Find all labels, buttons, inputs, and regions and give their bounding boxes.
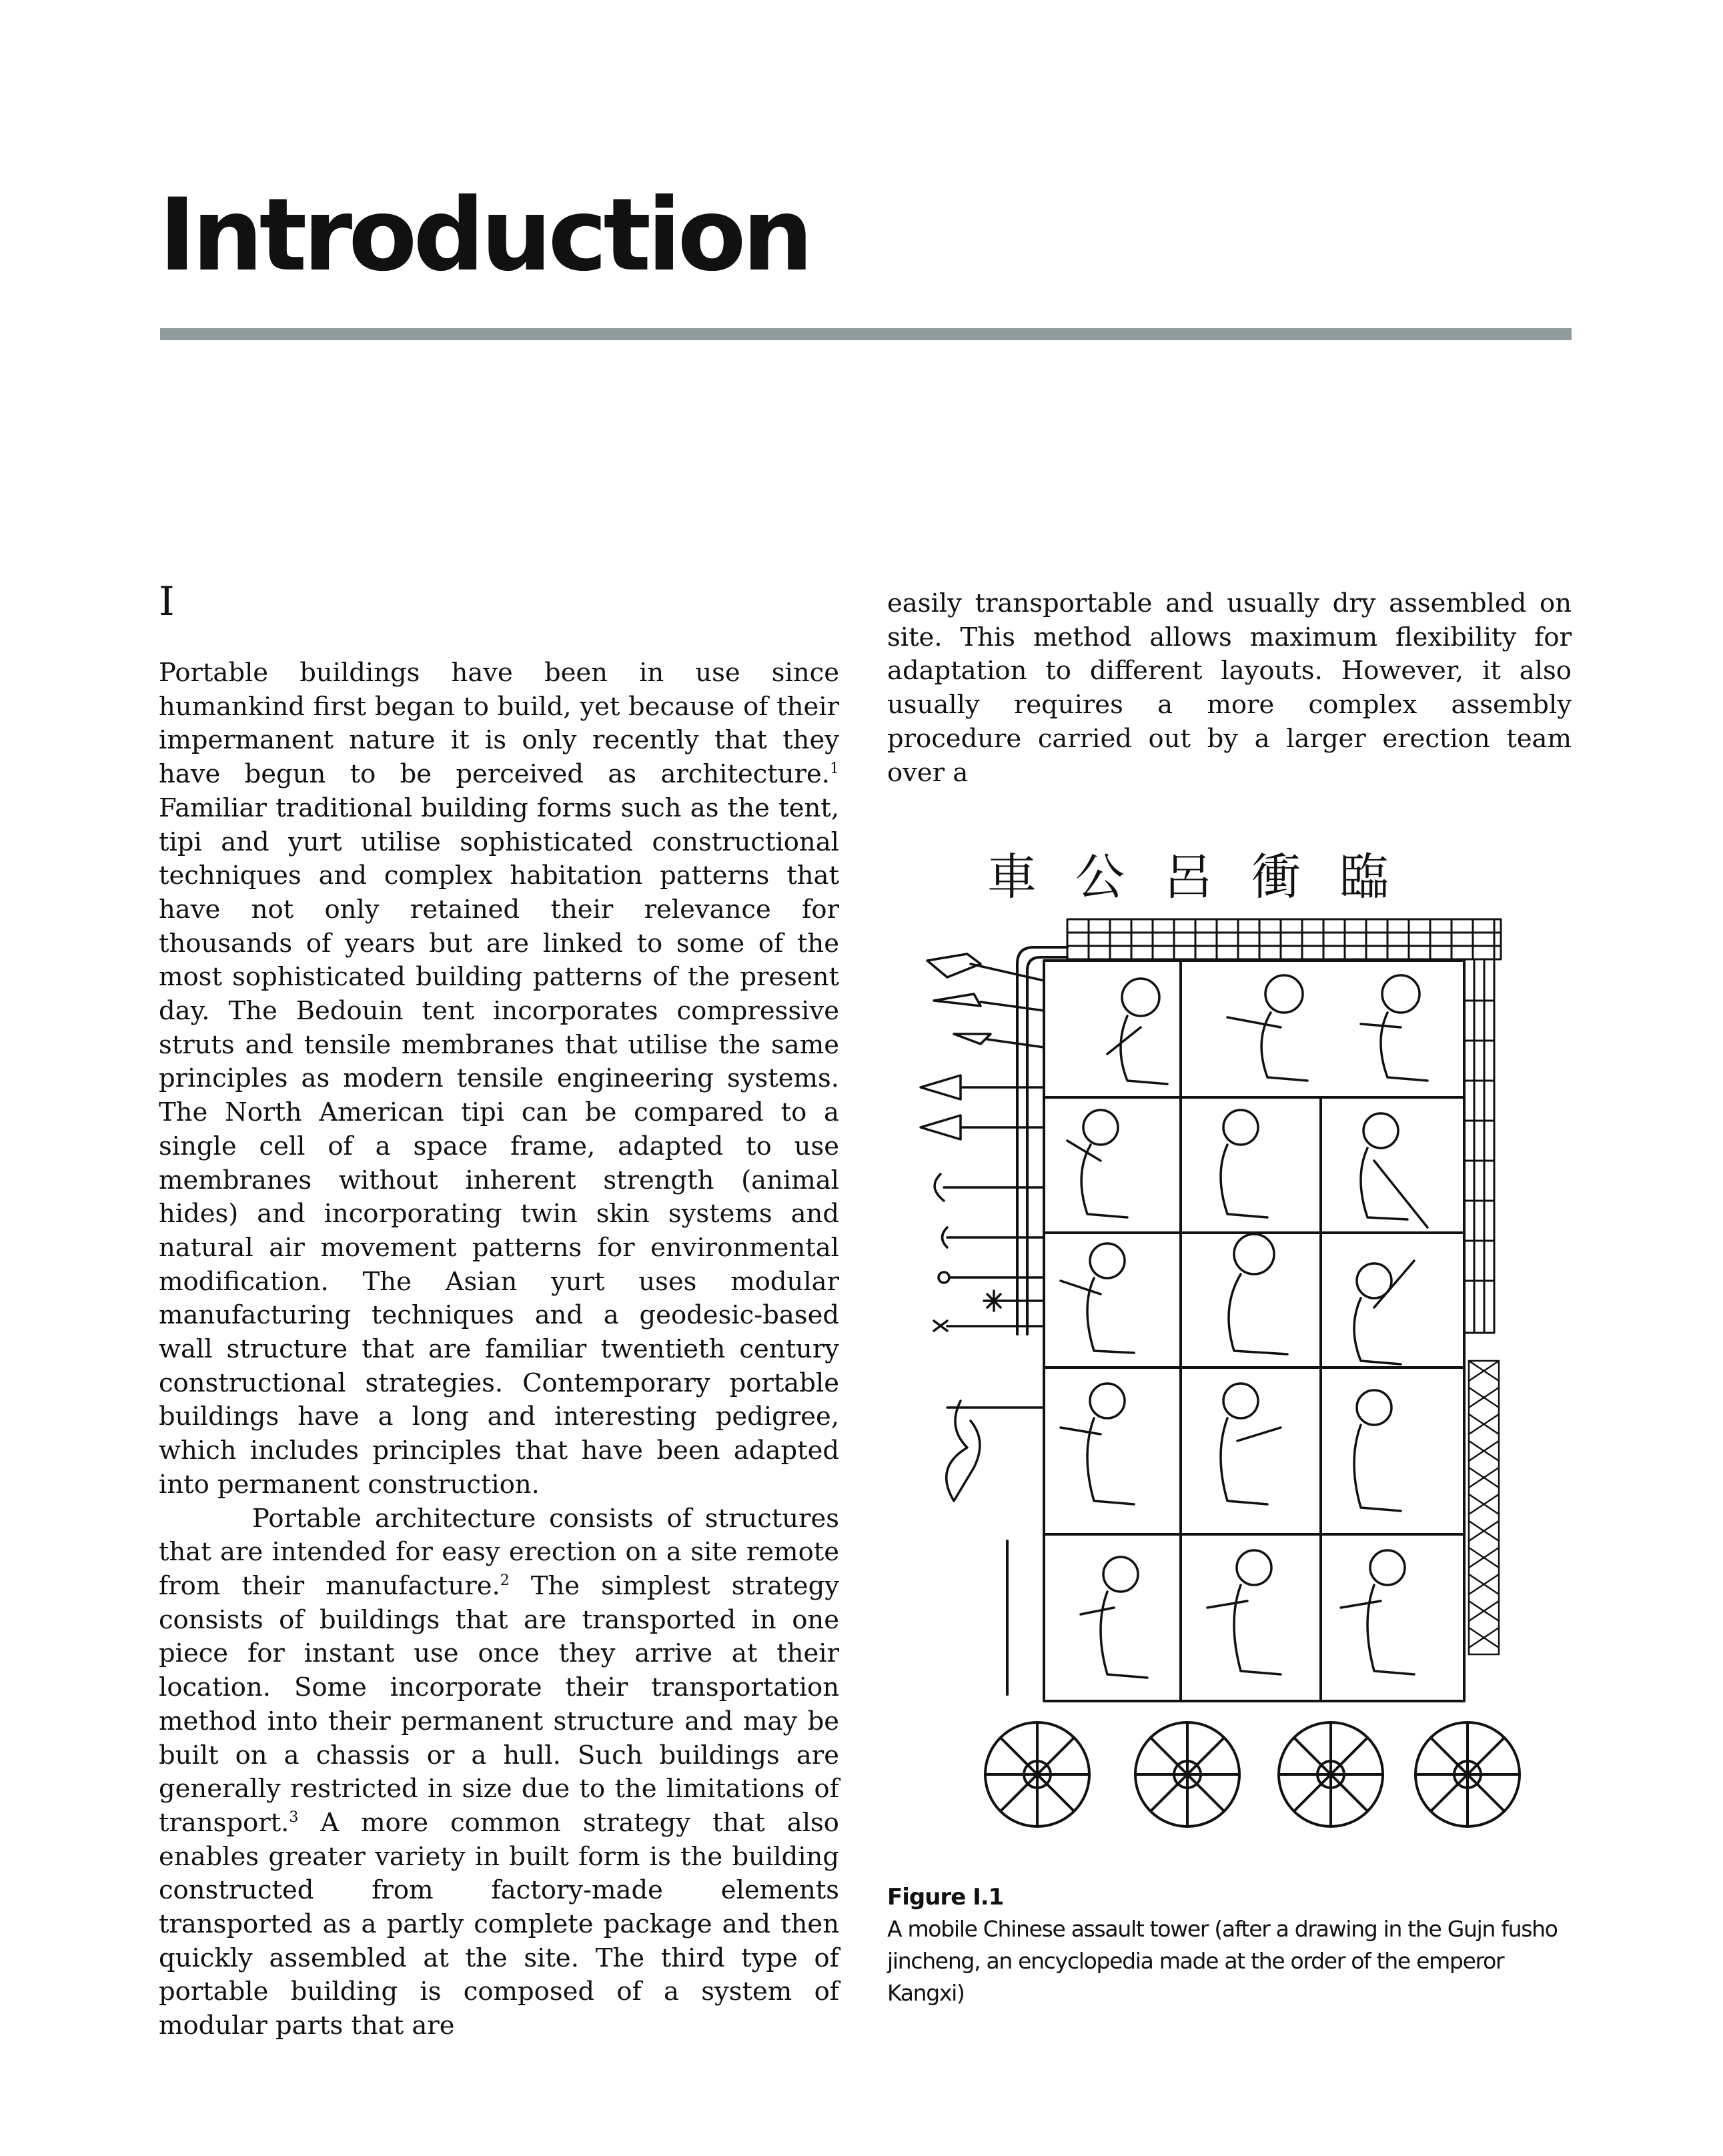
crosshatch-panel [1469,1361,1499,1654]
paragraph-2-part-a: Portable architecture consists of structures that are intended for easy erection on a site remote from their manufacture. [159,1503,839,1601]
paragraph-2-part-b: The simplest strategy consists of buildings that are transported in one piece for instant use once they arrive at their location. Some incorporate their transportation method into their permanent structure and may be built on a chassis or a hull. Such buildings are generally restricted in size due to the limitations of transport. [159,1570,839,1838]
footnote-ref-3[interactable]: 3 [289,1809,299,1826]
weapons [921,954,1044,1501]
side-lattice [1464,959,1494,1333]
figure-label: Figure I.1 [887,1884,1004,1911]
footnote-ref-1[interactable]: 1 [830,760,839,778]
paragraph-1-part-b: Familiar traditional building forms such as the tent, tipi and yurt utilise sophisticated constructional techniques and complex habitation patterns that have not only retained their relevance for thousands of years but are linked to some of the most sophisticated building patterns of the present day. The Bedouin tent incorporates compressive struts and tensile membranes that utilise the same principles as modern tensile engineering systems. The North American tipi can be compared to a single cell of a space frame, adapted to use membranes without inherent strength (animal hides) and incorporating twin skin systems and natural air movement patterns for environmental modification. The Asian yurt uses modular manufacturing techniques and a geodesic-based wall structure that are familiar twentieth century constructional strategies. Contemporary portable buildings have a long and interesting pedigree, which includes principles that have been adapted into permanent construction. [159,792,839,1500]
title-rule [160,328,1572,340]
section-mark: I [159,578,175,625]
paragraph-2 [159,1502,839,2043]
soldier-figures [1061,975,1427,1678]
tower-frame [1007,947,1464,1701]
paragraph-1 [159,656,839,1502]
paragraph-2-part-c: A more common strategy that also enables greater variety in built form is the building constructed from factory-made elements transported as a partly complete package and then quickly assembled at the site. The third type of portable building is composed of a system of modular parts that are [159,1807,839,2041]
chapter-title: Introduction [159,177,810,294]
paragraph-1-part-a: Portable buildings have been in use since humankind first began to build, yet because of their impermanent nature it is only recently that they have begun to be perceived as architecture. [159,658,839,790]
figure-inscription: 車公呂衝臨 [987,849,1427,906]
roof-lattice [1067,919,1501,959]
figure-caption-text: A mobile Chinese assault tower (after a drawing in the Gujn fusho jincheng, an encyclopedia made at the order of the emperor Kangxi) [887,1916,1558,2006]
body-column-left [159,656,839,2043]
body-column-right [887,587,1572,790]
footnote-ref-2[interactable]: 2 [500,1572,510,1590]
figure-caption [887,1881,1574,2009]
assault-tower-illustration [907,827,1528,1868]
paragraph-continued: easily transportable and usually dry assembled on site. This method allows maximum flexibility for adaptation to different layouts. However, it also usually requires a more complex assembly procedure carried out by a larger erection team over a [887,588,1572,788]
wheels [985,1722,1520,1826]
